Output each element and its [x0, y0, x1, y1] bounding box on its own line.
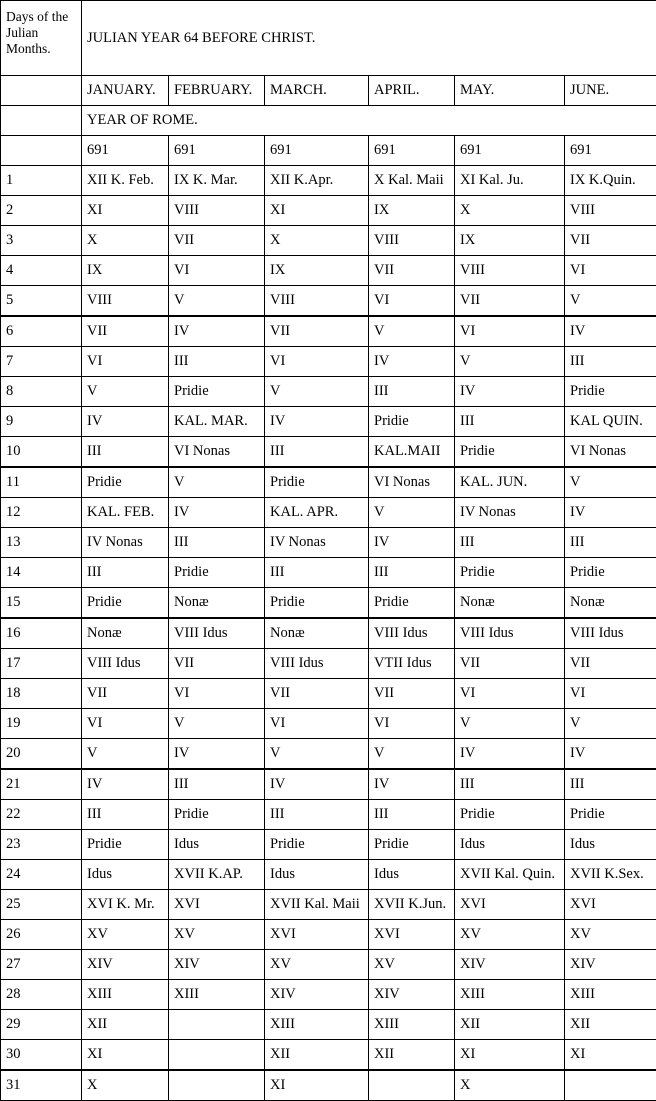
date-cell: X [455, 196, 565, 226]
day-number: 1 [1, 166, 82, 196]
date-cell: Idus [565, 830, 656, 860]
date-cell: IV [82, 769, 169, 800]
date-cell: VI [82, 347, 169, 377]
table-row [1, 950, 656, 980]
table-row [1, 286, 656, 317]
date-cell: Pridie [265, 588, 369, 619]
date-cell: IV [455, 739, 565, 770]
table-row [1, 1040, 656, 1071]
date-cell: VII [169, 649, 265, 679]
date-cell: Pridie [455, 558, 565, 588]
date-cell: IV [265, 769, 369, 800]
date-cell: III [82, 800, 169, 830]
day-number: 28 [1, 980, 82, 1010]
table-row [1, 709, 656, 739]
table-row [1, 920, 656, 950]
date-cell: IV Nonas [82, 528, 169, 558]
months-row [1, 76, 656, 106]
date-cell: V [265, 739, 369, 770]
date-cell: XI Kal. Ju. [455, 166, 565, 196]
table-row [1, 890, 656, 920]
day-number: 9 [1, 407, 82, 437]
date-cell: V [169, 286, 265, 317]
date-cell: Pridie [565, 800, 656, 830]
date-cell: VIII Idus [565, 618, 656, 649]
date-cell: VTII Idus [369, 649, 455, 679]
date-cell: VI [455, 316, 565, 347]
date-cell: VII [82, 316, 169, 347]
days-header [1, 1, 82, 76]
date-cell: VII [565, 226, 656, 256]
date-cell: XVI [455, 890, 565, 920]
date-cell: XI [565, 1040, 656, 1071]
date-cell [565, 1070, 656, 1101]
date-cell: VI [455, 679, 565, 709]
date-cell [169, 1010, 265, 1040]
month-header: MAY. [455, 76, 565, 106]
date-cell: X [265, 226, 369, 256]
date-cell: XVI [565, 890, 656, 920]
date-cell: Pridie [455, 800, 565, 830]
year-value: 691 [265, 136, 369, 166]
date-cell: VI Nonas [369, 467, 455, 498]
date-cell: VII [169, 226, 265, 256]
date-cell: Pridie [369, 407, 455, 437]
date-cell: VI Nonas [565, 437, 656, 468]
date-cell: VII [565, 649, 656, 679]
table-row [1, 980, 656, 1010]
year-value: 691 [369, 136, 455, 166]
day-number: 20 [1, 739, 82, 770]
date-cell: XIV [82, 950, 169, 980]
date-cell: Pridie [369, 830, 455, 860]
date-cell: XII K. Feb. [82, 166, 169, 196]
date-cell: V [169, 709, 265, 739]
date-cell: XV [169, 920, 265, 950]
day-number: 12 [1, 498, 82, 528]
date-cell: Idus [82, 860, 169, 890]
date-cell: XIII [565, 980, 656, 1010]
date-cell: KAL. MAR. [169, 407, 265, 437]
table-row [1, 226, 656, 256]
date-cell: Pridie [565, 377, 656, 407]
date-cell: VIII [455, 256, 565, 286]
date-cell: XII [82, 1010, 169, 1040]
date-cell: IX [369, 196, 455, 226]
day-number: 15 [1, 588, 82, 619]
day-number: 29 [1, 1010, 82, 1040]
date-cell: III [169, 769, 265, 800]
month-header: FEBRUARY. [169, 76, 265, 106]
date-cell: V [565, 467, 656, 498]
date-cell: VIII Idus [82, 649, 169, 679]
date-cell: IX [455, 226, 565, 256]
date-cell: XIV [565, 950, 656, 980]
date-cell: VI [369, 286, 455, 317]
date-cell: XVI K. Mr. [82, 890, 169, 920]
date-cell: Pridie [455, 437, 565, 468]
date-cell: III [455, 769, 565, 800]
date-cell: IX K.Quin. [565, 166, 656, 196]
date-cell: VII [265, 679, 369, 709]
table-row [1, 769, 656, 800]
date-cell: XV [455, 920, 565, 950]
day-number: 21 [1, 769, 82, 800]
table-row [1, 679, 656, 709]
date-cell: IV Nonas [265, 528, 369, 558]
date-cell: X [82, 226, 169, 256]
table-row [1, 347, 656, 377]
table-row [1, 528, 656, 558]
date-cell: IV [169, 316, 265, 347]
month-header: MARCH. [265, 76, 369, 106]
date-cell: Idus [455, 830, 565, 860]
date-cell: IV [565, 316, 656, 347]
date-cell: Pridie [369, 588, 455, 619]
date-cell: XVII Kal. Quin. [455, 860, 565, 890]
empty-cell [1, 106, 82, 136]
table-row [1, 1070, 656, 1101]
day-number: 13 [1, 528, 82, 558]
day-number: 26 [1, 920, 82, 950]
date-cell: XVII K.Sex. [565, 860, 656, 890]
date-cell: XII [455, 1010, 565, 1040]
date-cell: XVII K.AP. [169, 860, 265, 890]
date-cell: VIII [565, 196, 656, 226]
date-cell [169, 1070, 265, 1101]
date-cell: XVII K.Jun. [369, 890, 455, 920]
date-cell: XV [265, 950, 369, 980]
day-number: 25 [1, 890, 82, 920]
table-row [1, 498, 656, 528]
date-cell: XVI [169, 890, 265, 920]
date-cell: Pridie [169, 377, 265, 407]
date-cell: KAL.MAII [369, 437, 455, 468]
year-value: 691 [455, 136, 565, 166]
date-cell: V [455, 347, 565, 377]
date-cell: V [265, 377, 369, 407]
date-cell: Nonæ [169, 588, 265, 619]
date-cell: III [265, 437, 369, 468]
table-row [1, 800, 656, 830]
year-value: 691 [565, 136, 656, 166]
date-cell: VI [169, 256, 265, 286]
date-cell: XII [565, 1010, 656, 1040]
date-cell: VII [455, 286, 565, 317]
date-cell: V [455, 709, 565, 739]
date-cell: XI [265, 196, 369, 226]
table-title: JULIAN YEAR 64 BEFORE CHRIST. [82, 1, 656, 76]
date-cell: VIII [82, 286, 169, 317]
date-cell: IV [565, 498, 656, 528]
date-cell: Pridie [169, 800, 265, 830]
date-cell: VI [265, 347, 369, 377]
date-cell: Pridie [265, 830, 369, 860]
date-cell [169, 1040, 265, 1071]
month-header: JANUARY. [82, 76, 169, 106]
date-cell: XVI [369, 920, 455, 950]
date-cell: VI [565, 679, 656, 709]
date-cell: IV [369, 528, 455, 558]
date-cell: VIII [169, 196, 265, 226]
date-cell: VI [369, 709, 455, 739]
date-cell: Idus [265, 860, 369, 890]
date-cell: XVII Kal. Maii [265, 890, 369, 920]
table-row [1, 830, 656, 860]
date-cell: VIII [265, 286, 369, 317]
table-row [1, 860, 656, 890]
date-cell: XIII [169, 980, 265, 1010]
date-cell: III [169, 347, 265, 377]
date-cell: IV [169, 739, 265, 770]
day-number: 31 [1, 1070, 82, 1101]
date-cell: III [455, 407, 565, 437]
table-row [1, 649, 656, 679]
day-number: 8 [1, 377, 82, 407]
date-cell: III [265, 558, 369, 588]
days-header-line: Days of the [6, 9, 68, 24]
date-cell: Nonæ [82, 618, 169, 649]
date-cell: IX [82, 256, 169, 286]
date-cell: XIII [82, 980, 169, 1010]
table-row [1, 558, 656, 588]
date-cell: VIII Idus [455, 618, 565, 649]
date-cell: XV [565, 920, 656, 950]
table-row [1, 739, 656, 770]
date-cell: VIII Idus [169, 618, 265, 649]
date-cell: XI [265, 1070, 369, 1101]
date-cell: VI [169, 679, 265, 709]
date-cell: VII [265, 316, 369, 347]
day-number: 7 [1, 347, 82, 377]
date-cell: VIII Idus [369, 618, 455, 649]
table-row [1, 166, 656, 196]
date-cell: IV [369, 769, 455, 800]
day-number: 10 [1, 437, 82, 468]
date-cell: Pridie [82, 830, 169, 860]
day-number: 27 [1, 950, 82, 980]
table-row [1, 256, 656, 286]
date-cell: III [169, 528, 265, 558]
table-row [1, 316, 656, 347]
empty-cell [1, 136, 82, 166]
day-number: 6 [1, 316, 82, 347]
date-cell: III [82, 437, 169, 468]
date-cell: XIII [265, 1010, 369, 1040]
day-number: 2 [1, 196, 82, 226]
date-cell: V [82, 739, 169, 770]
date-cell: XII K.Apr. [265, 166, 369, 196]
table-row [1, 407, 656, 437]
date-cell: IV [265, 407, 369, 437]
day-number: 18 [1, 679, 82, 709]
date-cell: Pridie [565, 558, 656, 588]
date-cell: KAL. JUN. [455, 467, 565, 498]
date-cell: XIII [369, 1010, 455, 1040]
date-cell: III [455, 528, 565, 558]
date-cell: V [369, 739, 455, 770]
date-cell: XIV [455, 950, 565, 980]
date-cell: IV Nonas [455, 498, 565, 528]
date-cell: Pridie [82, 588, 169, 619]
day-number: 30 [1, 1040, 82, 1071]
table-row [1, 588, 656, 619]
date-cell: III [565, 528, 656, 558]
date-cell: XII [369, 1040, 455, 1071]
day-number: 14 [1, 558, 82, 588]
date-cell: VII [369, 679, 455, 709]
date-cell: V [369, 316, 455, 347]
table-row [1, 618, 656, 649]
date-cell: XI [455, 1040, 565, 1071]
day-number: 16 [1, 618, 82, 649]
date-cell: XI [82, 1040, 169, 1071]
table-row [1, 467, 656, 498]
table-row [1, 437, 656, 468]
date-cell: Nonæ [565, 588, 656, 619]
year-of-rome-row [1, 106, 656, 136]
table-row [1, 196, 656, 226]
date-cell: V [82, 377, 169, 407]
date-cell: V [565, 286, 656, 317]
date-cell: Pridie [169, 558, 265, 588]
table-row [1, 377, 656, 407]
date-cell: XVI [265, 920, 369, 950]
date-cell: V [369, 498, 455, 528]
date-cell: XII [265, 1040, 369, 1071]
table-row [1, 1010, 656, 1040]
date-cell: KAL. APR. [265, 498, 369, 528]
date-cell: IX K. Mar. [169, 166, 265, 196]
date-cell: VIII Idus [265, 649, 369, 679]
date-cell: III [82, 558, 169, 588]
date-cell: XIV [265, 980, 369, 1010]
day-number: 4 [1, 256, 82, 286]
day-number: 17 [1, 649, 82, 679]
year-of-rome-label: YEAR OF ROME. [82, 106, 656, 136]
date-cell: XIV [169, 950, 265, 980]
date-cell: IV [82, 407, 169, 437]
year-value: 691 [169, 136, 265, 166]
day-number: 3 [1, 226, 82, 256]
date-cell: Idus [369, 860, 455, 890]
date-cell: X [455, 1070, 565, 1101]
day-number: 11 [1, 467, 82, 498]
date-cell: III [265, 800, 369, 830]
date-cell: III [369, 800, 455, 830]
date-cell: VII [82, 679, 169, 709]
date-cell: IV [169, 498, 265, 528]
day-number: 24 [1, 860, 82, 890]
date-cell: Pridie [82, 467, 169, 498]
date-cell: IV [565, 739, 656, 770]
date-cell: VII [455, 649, 565, 679]
date-cell: V [169, 467, 265, 498]
date-cell: Pridie [265, 467, 369, 498]
date-cell: XIV [369, 980, 455, 1010]
days-header-line: Julian [6, 25, 38, 40]
year-values-row [1, 136, 656, 166]
month-header: JUNE. [565, 76, 656, 106]
date-cell: VI [565, 256, 656, 286]
date-cell: IX [265, 256, 369, 286]
date-cell: VI [82, 709, 169, 739]
month-header: APRIL. [369, 76, 455, 106]
date-cell: III [565, 769, 656, 800]
day-number: 22 [1, 800, 82, 830]
date-cell: VI Nonas [169, 437, 265, 468]
date-cell [369, 1070, 455, 1101]
day-number: 19 [1, 709, 82, 739]
date-cell: VII [369, 256, 455, 286]
date-cell: III [565, 347, 656, 377]
date-cell: XI [82, 196, 169, 226]
date-cell: XV [82, 920, 169, 950]
date-cell: X Kal. Maii [369, 166, 455, 196]
days-header-line: Months. [6, 41, 51, 56]
year-value: 691 [82, 136, 169, 166]
date-cell: X [82, 1070, 169, 1101]
date-cell: IV [369, 347, 455, 377]
date-cell: VIII [369, 226, 455, 256]
title-row [1, 1, 656, 76]
date-cell: III [369, 377, 455, 407]
day-number: 5 [1, 286, 82, 317]
date-cell: XV [369, 950, 455, 980]
empty-cell [1, 76, 82, 106]
date-cell: Idus [169, 830, 265, 860]
date-cell: KAL QUIN. [565, 407, 656, 437]
date-cell: IV [455, 377, 565, 407]
day-number: 23 [1, 830, 82, 860]
date-cell: KAL. FEB. [82, 498, 169, 528]
date-cell: III [369, 558, 455, 588]
date-cell: VI [265, 709, 369, 739]
date-cell: V [565, 709, 656, 739]
date-cell: Nonæ [265, 618, 369, 649]
date-cell: XIII [455, 980, 565, 1010]
date-cell: Nonæ [455, 588, 565, 619]
